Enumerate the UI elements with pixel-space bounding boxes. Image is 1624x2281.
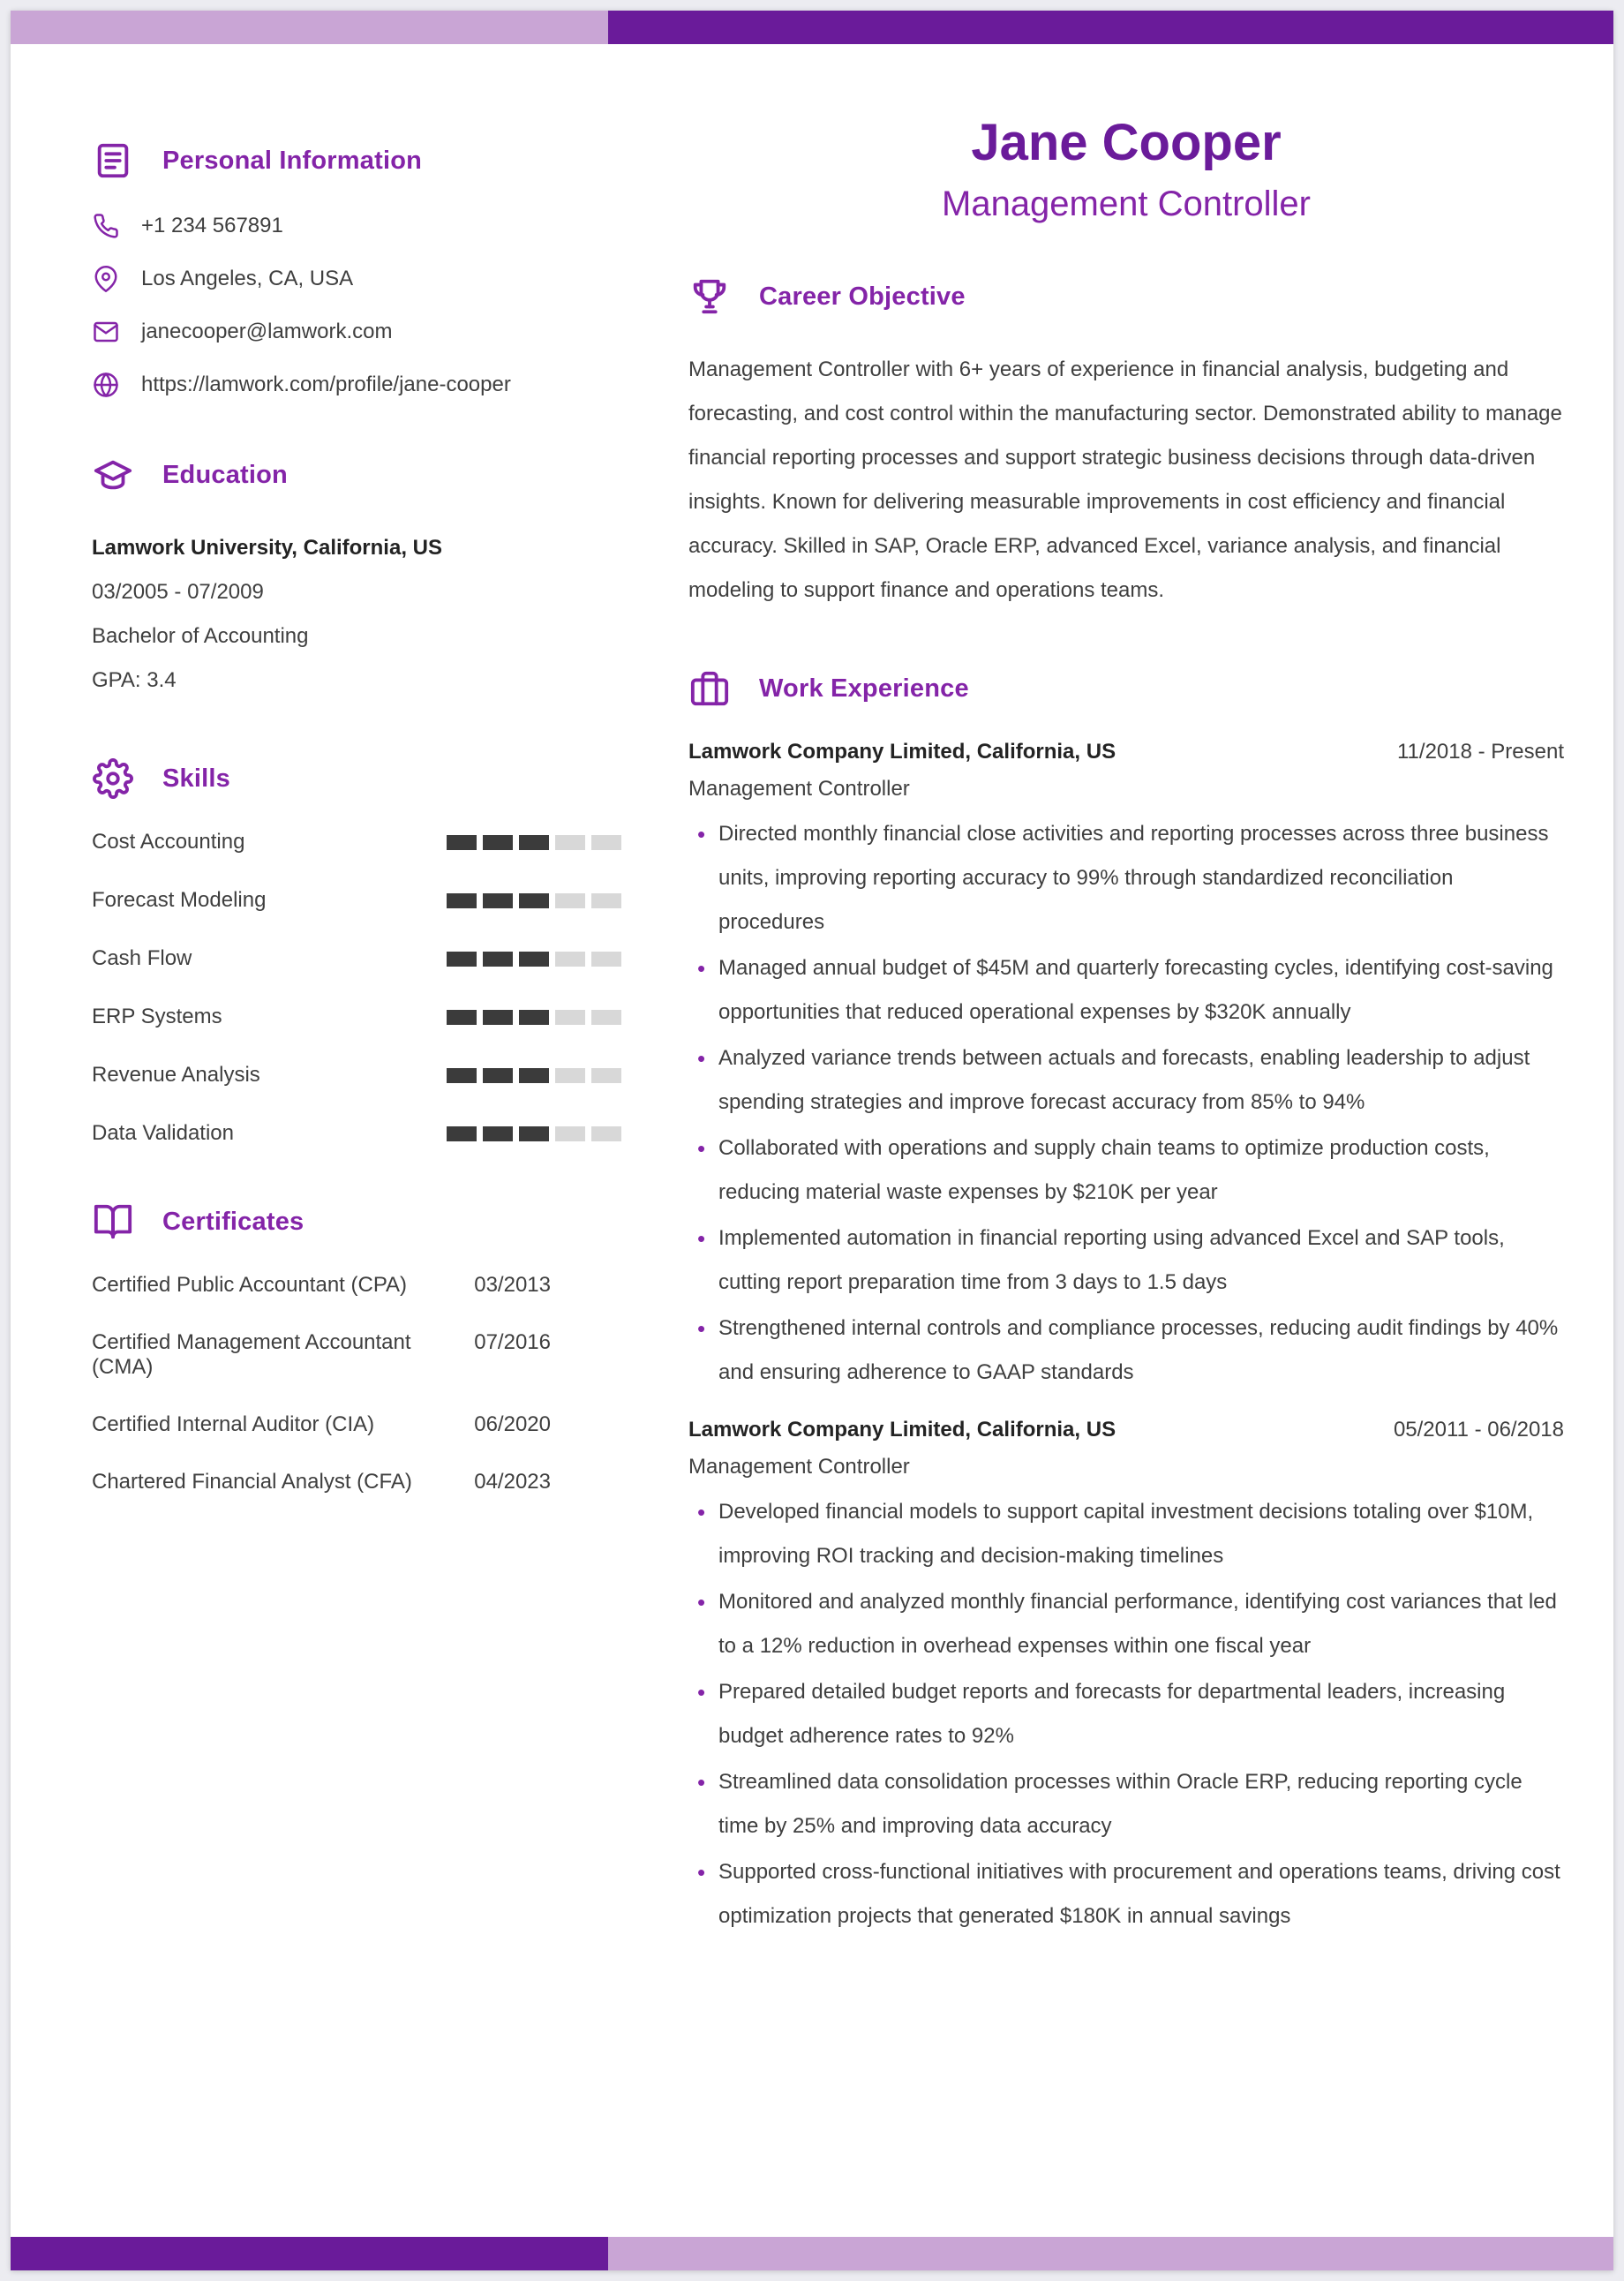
experience-bullet: • Collaborated with operations and supply chain teams to optimize production costs, reducing material waste expenses by $210K per year [697,1126,1564,1215]
email-address[interactable]: janecooper@lamwork.com [141,320,393,343]
career-objective-text: Management Controller with 6+ years of experience in financial analysis, budgeting and forecasting, and cost control within the manufacturing sector. Demonstrated ability to manage financial reporting processes and support strategic business decisions through data-driven insights. Known for delivering measurable improvements in cost efficiency and financial accuracy. Skilled in SAP, Oracle ERP, advanced Excel, variance analysis, and financial modeling to support finance and operations teams. [688,358,1562,602]
experience-bullet: • Developed financial models to support capital investment decisions totaling over $10M, improving ROI tracking and decision-making timelines [697,1490,1564,1578]
bottom-accent-bar [11,2237,1613,2270]
certificate-label: Chartered Financial Analyst (CFA) [92,1470,412,1494]
person-title: Management Controller [942,184,1311,223]
job-header [688,1418,1564,1442]
email-icon [92,318,120,346]
skill-label: Revenue Analysis [92,1063,260,1087]
certificate-item [92,1470,551,1494]
skills-section [92,757,621,1146]
graduation-cap-icon [92,454,134,496]
education-heading: Education [162,460,288,489]
certificate-date: 03/2013 [474,1273,551,1297]
career-objective-section [688,275,1564,613]
certificates-section [92,1201,621,1494]
job-dates: 05/2011 - 06/2018 [1393,1418,1564,1442]
job-role: Management Controller [688,1455,910,1479]
skill-item [92,946,621,971]
trophy-icon [688,275,731,318]
education-gpa: GPA: 3.4 [92,668,177,692]
career-objective-heading: Career Objective [759,282,966,311]
job-entry [688,1418,1564,1938]
skill-item [92,1121,621,1146]
certificate-date: 07/2016 [474,1330,551,1354]
certificate-label: Certified Management Accountant (CMA) [92,1330,411,1379]
briefcase-icon [688,667,731,710]
job-role: Management Controller [688,777,910,801]
experience-bullet: • Monitored and analyzed monthly financial performance, identifying cost variances that led to a 12% reduction in overhead expenses within one fiscal year [697,1580,1564,1668]
certificates-header [92,1201,621,1243]
experience-bullet: • Prepared detailed budget reports and forecasts for departmental leaders, increasing budget adherence rates to 92% [697,1670,1564,1758]
job-company: Lamwork Company Limited, California, US [688,1418,1116,1442]
work-experience-header [688,667,1564,710]
experience-bullet: • Strengthened internal controls and compliance processes, reducing audit findings by 40% and ensuring adherence to GAAP standards [697,1306,1564,1395]
certificate-date: 06/2020 [474,1412,551,1436]
location-icon [92,265,120,293]
gear-icon [92,757,134,800]
certificate-item [92,1412,551,1437]
certificates-heading: Certificates [162,1207,304,1236]
experience-bullet: • Directed monthly financial close activities and reporting processes across three business units, improving reporting accuracy to 99% through standardized reconciliation procedures [697,812,1564,945]
skill-level-bar [447,1010,621,1025]
job-bullet-list [688,1490,1564,1938]
personal-information-header [92,139,621,182]
resume-content [11,44,1613,2237]
certificate-label: Certified Public Accountant (CPA) [92,1273,408,1297]
skill-label: Cash Flow [92,946,192,970]
top-accent-bar [11,11,1613,44]
globe-icon [92,371,120,399]
skill-label: Forecast Modeling [92,888,267,912]
certificate-item [92,1330,551,1380]
work-experience-heading: Work Experience [759,674,969,703]
person-name: Jane Cooper [971,114,1282,171]
experience-bullet: • Managed annual budget of $45M and quarterly forecasting cycles, identifying cost-saving opportunities that reduced operational expenses by $320K annually [697,946,1564,1035]
experience-bullet: • Supported cross-functional initiatives with procurement and operations teams, driving cost optimization projects that generated $180K in annual savings [697,1850,1564,1938]
experience-bullet: • Streamlined data consolidation processes within Oracle ERP, reducing reporting cycle time by 25% and improving data accuracy [697,1760,1564,1848]
location-text: Los Angeles, CA, USA [141,267,354,290]
education-header [92,454,621,496]
job-bullet-list [688,812,1564,1395]
skill-level-bar [447,952,621,967]
skill-item [92,830,621,854]
personal-information-heading: Personal Information [162,146,423,175]
phone-number: +1 234 567891 [141,214,283,237]
contact-location [92,265,621,293]
resume-page [11,11,1613,2270]
education-degree: Bachelor of Accounting [92,624,309,648]
skill-label: Data Validation [92,1121,234,1145]
education-section [92,454,621,703]
job-entry [688,740,1564,1395]
skills-heading: Skills [162,764,230,793]
contact-email [92,318,621,346]
skill-level-bar [447,835,621,850]
certificate-item [92,1273,551,1298]
career-objective-header [688,275,1564,318]
profile-url[interactable]: https://lamwork.com/profile/jane-cooper [141,373,511,396]
skill-item [92,1063,621,1088]
bottom-bar-dark-segment [11,2237,608,2270]
skill-item [92,888,621,913]
bottom-bar-light-segment [608,2237,1613,2270]
open-book-icon [92,1201,134,1243]
personal-info-icon [92,139,134,182]
skills-header [92,757,621,800]
main-column [688,94,1564,2202]
skill-level-bar [447,1126,621,1141]
experience-bullet: • Analyzed variance trends between actuals and forecasts, enabling leadership to adjust spending strategies and improve forecast accuracy from 85% to 94% [697,1036,1564,1125]
top-bar-light-segment [11,11,608,44]
education-school: Lamwork University, California, US [92,536,442,560]
skill-level-bar [447,893,621,908]
top-bar-dark-segment [608,11,1613,44]
job-company: Lamwork Company Limited, California, US [688,740,1116,764]
phone-icon [92,212,120,240]
experience-bullet: • Implemented automation in financial reporting using advanced Excel and SAP tools, cutting report preparation time from 3 days to 1.5 days [697,1216,1564,1305]
skill-label: ERP Systems [92,1005,222,1028]
skill-level-bar [447,1068,621,1083]
personal-information-section [92,139,621,399]
certificate-label: Certified Internal Auditor (CIA) [92,1412,375,1436]
job-dates: 11/2018 - Present [1396,740,1564,764]
work-experience-section [688,667,1564,1938]
contact-website [92,371,621,399]
job-header [688,740,1564,764]
contact-phone [92,212,621,240]
identity-block [688,113,1564,224]
skill-item [92,1005,621,1029]
certificate-date: 04/2023 [474,1470,551,1494]
education-dates: 03/2005 - 07/2009 [92,580,264,604]
sidebar-column [92,94,621,2202]
skill-label: Cost Accounting [92,830,245,854]
